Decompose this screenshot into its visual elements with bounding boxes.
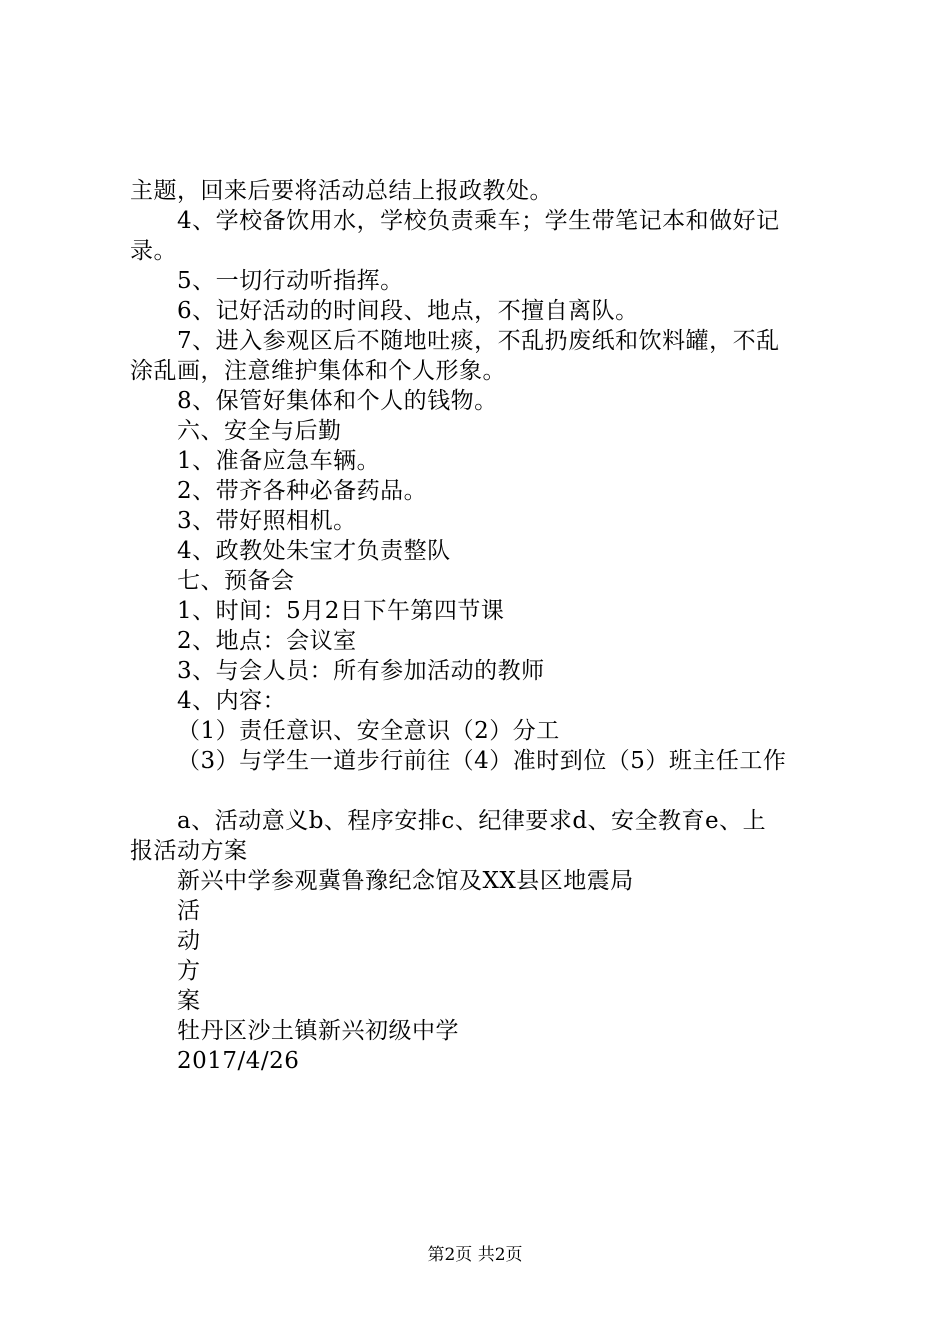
text-line: 录。 [130,238,177,264]
text-line: 4、内容： [177,688,287,714]
document-body [130,176,832,1076]
text-line: （3）与学生一道步行前往（4）准时到位（5）班主任工作 [177,748,787,774]
text-line: 3、带好照相机。 [177,508,357,534]
blank-line [130,776,832,806]
text-line: 六、安全与后勤 [177,418,342,444]
text-line: a、活动意义b、程序安排c、纪律要求d、安全教育e、上 [177,808,767,834]
text-line: 涂乱画，注意维护集体和个人形象。 [130,358,506,384]
text-line: 报活动方案 [130,838,248,864]
text-line: 5、一切行动听指挥。 [177,268,404,294]
text-line: 新兴中学参观冀鲁豫纪念馆及XX县区地震局 [177,868,634,894]
text-line: 1、时间：5月2日下午第四节课 [177,598,505,624]
text-line: 案 [177,988,201,1014]
text-line: （1）责任意识、安全意识（2）分工 [177,718,560,744]
page-footer: 第2页 共2页 [427,1245,523,1265]
text-line: 活 [177,898,201,924]
text-line: 主题，回来后要将活动总结上报政教处。 [130,178,553,204]
text-line: 牡丹区沙土镇新兴初级中学 [177,1018,459,1044]
text-line: 七、预备会 [177,568,295,594]
text-line: 2、地点：会议室 [177,628,357,654]
text-line: 3、与会人员：所有参加活动的教师 [177,658,545,684]
text-line: 4、政教处朱宝才负责整队 [177,538,451,564]
text-line: 4、学校备饮用水，学校负责乘车；学生带笔记本和做好记 [177,208,780,234]
text-line: 6、记好活动的时间段、地点，不擅自离队。 [177,298,639,324]
text-line: 2017/4/26 [177,1048,300,1074]
text-line: 方 [177,958,201,984]
text-line: 2、带齐各种必备药品。 [177,478,428,504]
text-line: 8、保管好集体和个人的钱物。 [177,388,498,414]
text-line: 7、进入参观区后不随地吐痰，不乱扔废纸和饮料罐，不乱 [177,328,780,354]
text-line: 1、准备应急车辆。 [177,448,381,474]
text-line: 动 [177,928,201,954]
